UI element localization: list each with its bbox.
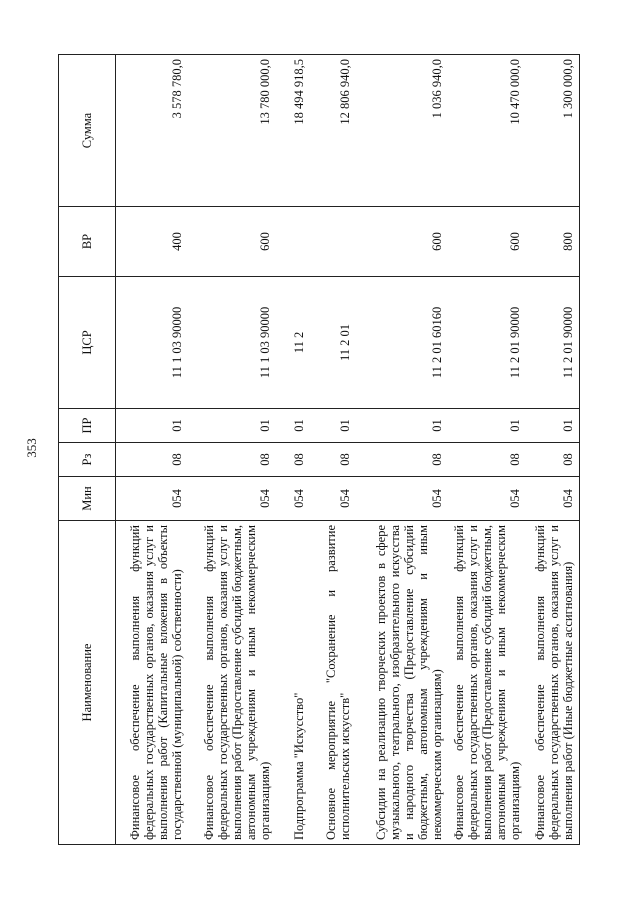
row-csr: 11 2 01: [310, 277, 356, 409]
row-rz: 08: [448, 443, 526, 477]
table-row: [116, 55, 188, 845]
table-row: [310, 55, 356, 845]
table-row: [526, 55, 580, 845]
header-name: Наименование: [59, 521, 116, 845]
row-pr: 01: [276, 409, 310, 443]
header-pr: ПР: [59, 409, 116, 443]
row-vr: 400: [116, 207, 188, 277]
row-pr: 01: [188, 409, 276, 443]
row-min: 054: [188, 477, 276, 521]
table-header-row: [59, 55, 116, 845]
row-pr: 01: [116, 409, 188, 443]
row-csr: 11 1 03 90000: [188, 277, 276, 409]
row-pr: 01: [356, 409, 448, 443]
row-min: 054: [526, 477, 580, 521]
row-sum: 1 300 000,0: [526, 55, 580, 207]
row-rz: 08: [188, 443, 276, 477]
row-rz: 08: [356, 443, 448, 477]
table-row: [276, 55, 310, 845]
row-min: 054: [276, 477, 310, 521]
row-sum: 10 470 000,0: [448, 55, 526, 207]
row-min: 054: [116, 477, 188, 521]
header-csr: ЦСР: [59, 277, 116, 409]
row-name: Подпрограмма "Искусство": [276, 521, 310, 845]
row-pr: 01: [526, 409, 580, 443]
table-row: [356, 55, 448, 845]
row-sum: 12 806 940,0: [310, 55, 356, 207]
row-csr: 11 2: [276, 277, 310, 409]
header-sum: Сумма: [59, 55, 116, 207]
row-sum: 18 494 918,5: [276, 55, 310, 207]
row-rz: 08: [276, 443, 310, 477]
row-rz: 08: [526, 443, 580, 477]
row-vr: 600: [356, 207, 448, 277]
row-name: Субсидии на реализацию творческих проектов в сфере музыкального, театрального, изобразительного искусства и народного творчества (Предоставление субсидий бюджетным, автономным учреждениям и иным некоммерческим организациям): [356, 521, 448, 845]
row-pr: 01: [448, 409, 526, 443]
row-csr: 11 2 01 60160: [356, 277, 448, 409]
row-vr: 600: [448, 207, 526, 277]
row-vr: 800: [526, 207, 580, 277]
header-min: Мин: [59, 477, 116, 521]
row-pr: 01: [310, 409, 356, 443]
row-name: Основное мероприятие "Сохранение и развитие исполнительских искусств": [310, 521, 356, 845]
row-csr: 11 2 01 90000: [526, 277, 580, 409]
budget-table-container: [58, 59, 578, 845]
budget-table: [58, 54, 580, 845]
header-rz: Рз: [59, 443, 116, 477]
table-row: [188, 55, 276, 845]
row-min: 054: [356, 477, 448, 521]
row-min: 054: [448, 477, 526, 521]
row-min: 054: [310, 477, 356, 521]
header-vr: ВР: [59, 207, 116, 277]
row-name: Финансовое обеспечение выполнения функций федеральных государственных органов, оказания услуг и выполнения работ (Капитальные вложения в объекты государственной (муниципальной) собственности): [116, 521, 188, 845]
row-csr: 11 1 03 90000: [116, 277, 188, 409]
row-sum: 3 578 780,0: [116, 55, 188, 207]
row-csr: 11 2 01 90000: [448, 277, 526, 409]
row-name: Финансовое обеспечение выполнения функций федеральных государственных органов, оказания услуг и выполнения работ (Предоставление субсидий бюджетным, автономным учреждениям и иным некоммерческим организациям): [448, 521, 526, 845]
table-row: [448, 55, 526, 845]
row-rz: 08: [116, 443, 188, 477]
row-sum: 13 780 000,0: [188, 55, 276, 207]
row-name: Финансовое обеспечение выполнения функций федеральных государственных органов, оказания услуг и выполнения работ (Иные бюджетные ассигнования): [526, 521, 580, 845]
row-name: Финансовое обеспечение выполнения функций федеральных государственных органов, оказания услуг и выполнения работ (Предоставление субсидий бюджетным, автономным учреждениям и иным некоммерческим организациям): [188, 521, 276, 845]
row-sum: 1 036 940,0: [356, 55, 448, 207]
row-rz: 08: [310, 443, 356, 477]
row-vr: 600: [188, 207, 276, 277]
row-vr: [276, 207, 310, 277]
row-vr: [310, 207, 356, 277]
page-number: 353: [23, 438, 39, 458]
